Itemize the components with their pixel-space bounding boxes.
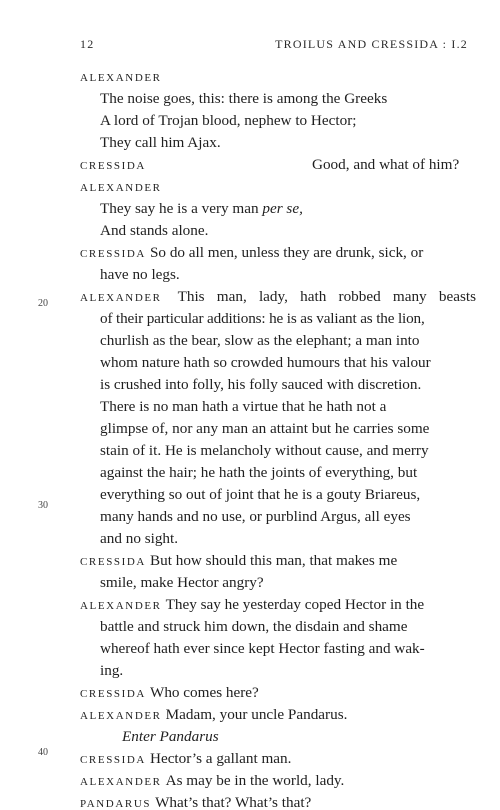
speaker-cressida: CRESSIDA bbox=[80, 248, 146, 260]
speech-alexander: ALEXANDER As may be in the world, lady. bbox=[80, 772, 345, 789]
speaker-alexander: ALEXANDER bbox=[80, 182, 162, 194]
prose-line: stain of it. He is melancholy without cause, and merry bbox=[100, 442, 429, 459]
prose-line: whereof hath ever since kept Hector fasting and wak- bbox=[100, 640, 425, 657]
speech-cressida: CRESSIDA So do all men, unless they are drunk, sick, or bbox=[80, 244, 424, 261]
speaker-alexander: ALEXANDER bbox=[80, 710, 162, 722]
speaker-pandarus: PANDARUS bbox=[80, 798, 152, 810]
speech-alexander: ALEXANDER Madam, your uncle Pandarus. bbox=[80, 706, 348, 723]
prose-line: everything so out of joint that he is a gouty Briareus, bbox=[100, 486, 421, 503]
speaker-alexander: ALEXANDER bbox=[80, 776, 162, 788]
prose-line: have no legs. bbox=[100, 266, 180, 283]
prose-line: and no sight. bbox=[100, 530, 179, 547]
prose-line: is crushed into folly, his folly sauced with discretion. bbox=[100, 376, 422, 393]
prose-line: glimpse of, nor any man an attaint but he carries some bbox=[100, 420, 430, 437]
speech-alexander: ALEXANDER This man, lady, hath robbed many beasts bbox=[80, 288, 476, 305]
speech-pandarus: PANDARUS What’s that? What’s that? bbox=[80, 794, 312, 810]
line-number-20: 20 bbox=[38, 298, 48, 309]
speaker-cressida: CRESSIDA bbox=[80, 688, 146, 700]
prose-line: smile, make Hector angry? bbox=[100, 574, 264, 591]
verse-line: A lord of Trojan blood, nephew to Hector; bbox=[100, 112, 357, 129]
prose-line: churlish as the bear, slow as the elephant; a man into bbox=[100, 332, 420, 349]
running-title: TROILUS AND CRESSIDA : I.2 bbox=[275, 37, 468, 51]
prose-line: ing. bbox=[100, 662, 124, 679]
speech-cressida: CRESSIDA Who comes here? bbox=[80, 684, 259, 701]
verse-line: They say he is a very man per se, bbox=[100, 200, 303, 217]
speaker-alexander: ALEXANDER bbox=[80, 600, 162, 612]
stage-direction: Enter Pandarus bbox=[122, 728, 219, 745]
speaker-cressida: CRESSIDA bbox=[80, 754, 146, 766]
page-number: 12 bbox=[80, 37, 95, 51]
line-number-30: 30 bbox=[38, 500, 48, 511]
speaker-alexander: ALEXANDER bbox=[80, 72, 162, 84]
prose-line: of their particular additions: he is as valiant as the lion, bbox=[100, 310, 425, 327]
prose-line: There is no man hath a virtue that he hath not a bbox=[100, 398, 387, 415]
verse-line: And stands alone. bbox=[100, 222, 209, 239]
prose-line: against the hair; he hath the joints of everything, but bbox=[100, 464, 418, 481]
verse-line: Good, and what of him? bbox=[312, 156, 460, 173]
verse-line: The noise goes, this: there is among the Greeks bbox=[100, 90, 388, 107]
prose-line: many hands and no use, or purblind Argus, all eyes bbox=[100, 508, 411, 525]
speech-cressida: CRESSIDA Hector’s a gallant man. bbox=[80, 750, 292, 767]
running-header bbox=[80, 37, 468, 57]
speech-cressida bbox=[80, 154, 476, 177]
verse-line: They call him Ajax. bbox=[100, 134, 221, 151]
speech-cressida: CRESSIDA But how should this man, that makes me bbox=[80, 552, 398, 569]
speech-alexander: ALEXANDER They say he yesterday coped Hector in the bbox=[80, 596, 425, 613]
prose-line: battle and struck him down, the disdain and shame bbox=[100, 618, 408, 635]
line-number-40: 40 bbox=[38, 747, 48, 758]
speaker-alexander: ALEXANDER bbox=[80, 292, 162, 304]
speaker-cressida: CRESSIDA bbox=[80, 556, 146, 568]
speaker-cressida: CRESSIDA bbox=[80, 160, 146, 172]
prose-line: whom nature hath so crowded humours that his valour bbox=[100, 354, 431, 371]
